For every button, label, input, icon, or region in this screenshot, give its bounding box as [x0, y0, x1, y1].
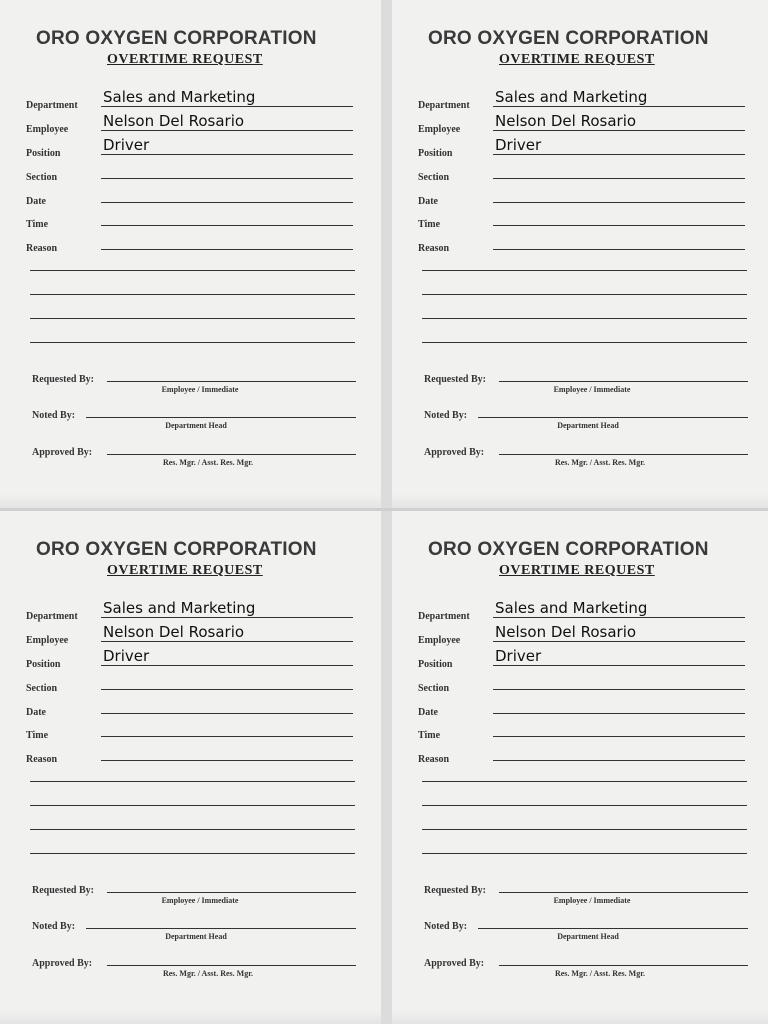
- field-label: Position: [26, 148, 61, 159]
- field-label: Department: [26, 100, 78, 111]
- signature-label: Approved By:: [424, 447, 485, 458]
- field-underline: [101, 617, 353, 618]
- reason-line[interactable]: [422, 318, 747, 319]
- field-underline: [493, 106, 745, 107]
- signature-line[interactable]: [107, 381, 356, 382]
- field-underline: [493, 641, 745, 642]
- field-label: Reason: [26, 754, 58, 765]
- reason-line[interactable]: [422, 853, 747, 854]
- reason-line[interactable]: [422, 294, 747, 295]
- signature-caption: Department Head: [165, 421, 227, 430]
- signature-label: Requested By:: [424, 885, 486, 896]
- field-value[interactable]: Nelson Del Rosario: [103, 112, 245, 130]
- field-label: Reason: [418, 754, 450, 765]
- overtime-form-3: [0, 511, 381, 1024]
- signature-line[interactable]: [107, 454, 356, 455]
- field-label: Employee: [26, 124, 69, 135]
- field-underline: [493, 665, 745, 666]
- company-name: ORO OXYGEN CORPORATION: [428, 28, 709, 49]
- reason-line[interactable]: [30, 270, 355, 271]
- signature-label: Approved By:: [424, 958, 485, 969]
- signature-caption: Res. Mgr. / Asst. Res. Mgr.: [554, 458, 646, 467]
- signature-line[interactable]: [478, 928, 748, 929]
- form-title: OVERTIME REQUEST: [499, 52, 655, 67]
- signature-caption: Employee / Immediate: [161, 896, 239, 905]
- signature-line[interactable]: [499, 965, 748, 966]
- company-name: ORO OXYGEN CORPORATION: [36, 539, 317, 560]
- reason-line[interactable]: [30, 342, 355, 343]
- field-underline: [101, 130, 353, 131]
- field-label: Date: [418, 707, 438, 718]
- field-label: Position: [418, 148, 453, 159]
- signature-label: Requested By:: [32, 885, 94, 896]
- field-underline: [101, 249, 353, 250]
- field-value[interactable]: Sales and Marketing: [495, 88, 648, 106]
- field-underline: [493, 202, 745, 203]
- field-label: Employee: [418, 124, 461, 135]
- field-label: Reason: [418, 243, 450, 254]
- field-value[interactable]: Sales and Marketing: [103, 88, 256, 106]
- reason-line[interactable]: [30, 318, 355, 319]
- field-underline: [493, 713, 745, 714]
- reason-line[interactable]: [422, 805, 747, 806]
- signature-caption: Department Head: [165, 932, 227, 941]
- company-name: ORO OXYGEN CORPORATION: [428, 539, 709, 560]
- field-label: Date: [418, 196, 438, 207]
- field-value[interactable]: Sales and Marketing: [495, 599, 648, 617]
- signature-line[interactable]: [86, 417, 356, 418]
- signature-line[interactable]: [478, 417, 748, 418]
- field-label: Reason: [26, 243, 58, 254]
- overtime-form-1: [0, 0, 381, 508]
- field-value[interactable]: Driver: [103, 647, 150, 665]
- field-label: Employee: [418, 635, 461, 646]
- signature-line[interactable]: [499, 892, 748, 893]
- field-underline: [101, 178, 353, 179]
- signature-caption: Employee / Immediate: [553, 896, 631, 905]
- field-underline: [493, 617, 745, 618]
- signature-label: Requested By:: [424, 374, 486, 385]
- field-label: Time: [26, 219, 49, 230]
- field-value[interactable]: Driver: [103, 136, 150, 154]
- overtime-form-2: [392, 0, 768, 508]
- reason-line[interactable]: [30, 781, 355, 782]
- reason-line[interactable]: [30, 805, 355, 806]
- overtime-form-4: [392, 511, 768, 1024]
- field-underline: [493, 130, 745, 131]
- field-underline: [101, 154, 353, 155]
- field-label: Section: [418, 683, 450, 694]
- signature-line[interactable]: [107, 965, 356, 966]
- signature-line[interactable]: [107, 892, 356, 893]
- field-underline: [493, 154, 745, 155]
- form-title: OVERTIME REQUEST: [107, 52, 263, 67]
- field-underline: [101, 713, 353, 714]
- field-underline: [493, 689, 745, 690]
- reason-line[interactable]: [30, 829, 355, 830]
- field-value[interactable]: Driver: [495, 647, 542, 665]
- signature-line[interactable]: [499, 454, 748, 455]
- signature-caption: Employee / Immediate: [553, 385, 631, 394]
- reason-line[interactable]: [30, 294, 355, 295]
- field-underline: [101, 225, 353, 226]
- signature-label: Requested By:: [32, 374, 94, 385]
- field-value[interactable]: Nelson Del Rosario: [103, 623, 245, 641]
- field-label: Date: [26, 196, 46, 207]
- field-underline: [101, 641, 353, 642]
- field-underline: [101, 760, 353, 761]
- signature-caption: Employee / Immediate: [161, 385, 239, 394]
- field-label: Department: [26, 611, 78, 622]
- field-label: Date: [26, 707, 46, 718]
- company-name: ORO OXYGEN CORPORATION: [36, 28, 317, 49]
- reason-line[interactable]: [422, 781, 747, 782]
- field-label: Time: [418, 730, 441, 741]
- field-value[interactable]: Sales and Marketing: [103, 599, 256, 617]
- signature-label: Approved By:: [32, 447, 93, 458]
- field-label: Department: [418, 100, 470, 111]
- field-underline: [101, 106, 353, 107]
- field-label: Section: [26, 172, 58, 183]
- signature-caption: Department Head: [557, 421, 619, 430]
- field-underline: [493, 760, 745, 761]
- signature-label: Noted By:: [32, 410, 76, 421]
- reason-line[interactable]: [422, 270, 747, 271]
- signature-caption: Department Head: [557, 932, 619, 941]
- signature-caption: Res. Mgr. / Asst. Res. Mgr.: [162, 969, 254, 978]
- form-title: OVERTIME REQUEST: [107, 563, 263, 578]
- field-label: Time: [418, 219, 441, 230]
- signature-line[interactable]: [499, 381, 748, 382]
- reason-line[interactable]: [30, 853, 355, 854]
- field-underline: [101, 689, 353, 690]
- field-label: Department: [418, 611, 470, 622]
- signature-label: Noted By:: [424, 921, 468, 932]
- signature-label: Noted By:: [424, 410, 468, 421]
- signature-caption: Res. Mgr. / Asst. Res. Mgr.: [554, 969, 646, 978]
- field-underline: [493, 225, 745, 226]
- field-label: Position: [418, 659, 453, 670]
- signature-caption: Res. Mgr. / Asst. Res. Mgr.: [162, 458, 254, 467]
- reason-line[interactable]: [422, 829, 747, 830]
- form-title: OVERTIME REQUEST: [499, 563, 655, 578]
- field-label: Employee: [26, 635, 69, 646]
- signature-line[interactable]: [86, 928, 356, 929]
- reason-line[interactable]: [422, 342, 747, 343]
- field-label: Position: [26, 659, 61, 670]
- field-value[interactable]: Driver: [495, 136, 542, 154]
- signature-label: Noted By:: [32, 921, 76, 932]
- field-value[interactable]: Nelson Del Rosario: [495, 623, 637, 641]
- field-underline: [493, 249, 745, 250]
- field-underline: [493, 736, 745, 737]
- field-underline: [493, 178, 745, 179]
- field-label: Section: [26, 683, 58, 694]
- field-underline: [101, 665, 353, 666]
- signature-label: Approved By:: [32, 958, 93, 969]
- field-underline: [101, 736, 353, 737]
- field-label: Time: [26, 730, 49, 741]
- field-value[interactable]: Nelson Del Rosario: [495, 112, 637, 130]
- field-label: Section: [418, 172, 450, 183]
- field-underline: [101, 202, 353, 203]
